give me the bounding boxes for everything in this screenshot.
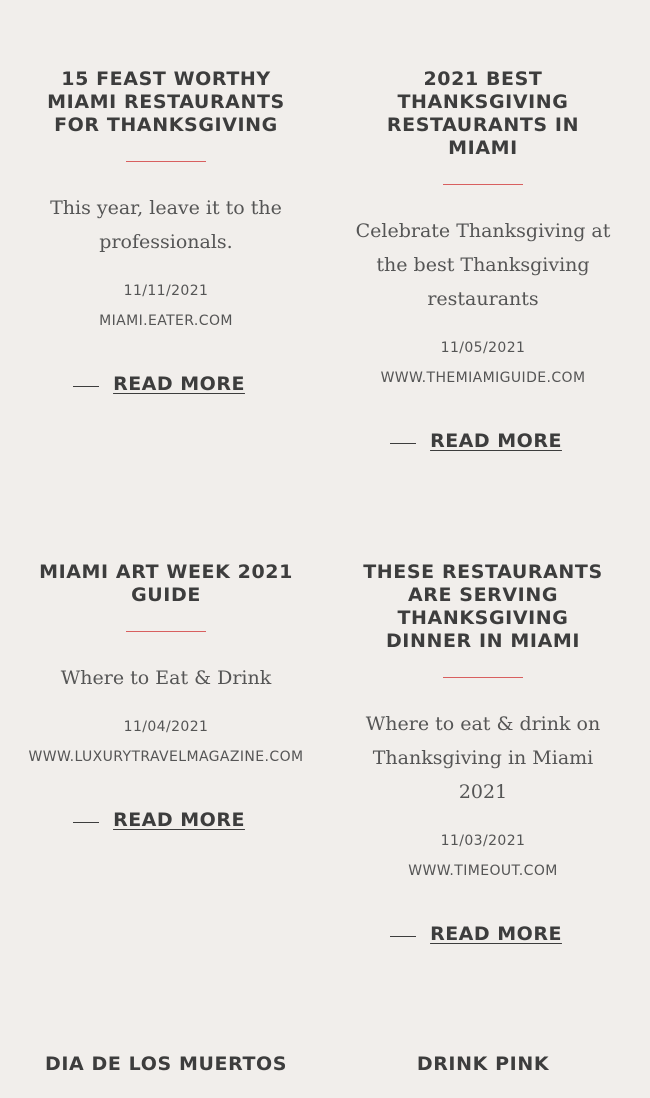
post-title[interactable]: 15 FEAST WORTHY MIAMI RESTAURANTS FOR THANKSGIVING [47,68,285,136]
post-subtitle: Where to Eat & Drink [60,667,272,689]
read-more-link[interactable]: READ MORE [113,373,245,395]
dash-decoration [390,936,416,937]
post-date: 11/03/2021 [440,833,526,849]
dash-decoration [73,822,99,823]
press-card [333,561,633,945]
post-title[interactable]: 2021 BEST THANKSGIVING RESTAURANTS IN MIAMI [386,68,580,159]
read-more-link[interactable]: READ MORE [430,923,562,945]
dash-decoration [390,443,416,444]
post-subtitle: Celebrate Thanksgiving at the best Thanksgiving restaurants [355,220,611,310]
press-card [333,1053,633,1076]
post-title[interactable]: MIAMI ART WEEK 2021 GUIDE [39,561,293,606]
title-divider [126,631,206,632]
post-title[interactable]: THESE RESTAURANTS ARE SERVING THANKSGIVING DINNER IN MIAMI [363,561,603,652]
read-more-row [8,373,324,395]
post-source: WWW.TIMEOUT.COM [408,863,558,879]
post-date: 11/05/2021 [440,340,526,356]
press-card [8,68,324,395]
press-card [8,1053,324,1076]
dash-decoration [73,386,99,387]
press-card [333,68,633,452]
post-source: WWW.LUXURYTRAVELMAGAZINE.COM [28,749,304,765]
post-title[interactable]: DIA DE LOS MUERTOS [44,1053,288,1075]
post-source: WWW.THEMIAMIGUIDE.COM [380,370,586,386]
title-divider [443,184,523,185]
read-more-row [333,430,633,452]
post-date: 11/11/2021 [123,283,209,299]
read-more-link[interactable]: READ MORE [113,809,245,831]
press-card [8,561,324,831]
post-subtitle: This year, leave it to the professionals. [50,197,282,253]
post-source: MIAMI.EATER.COM [99,313,233,329]
read-more-row [333,923,633,945]
title-divider [126,161,206,162]
post-date: 11/04/2021 [123,719,209,735]
post-subtitle: Where to eat & drink on Thanksgiving in Miami 2021 [365,713,601,803]
read-more-link[interactable]: READ MORE [430,430,562,452]
post-title[interactable]: DRINK PINK [416,1053,550,1075]
read-more-row [8,809,324,831]
title-divider [443,677,523,678]
